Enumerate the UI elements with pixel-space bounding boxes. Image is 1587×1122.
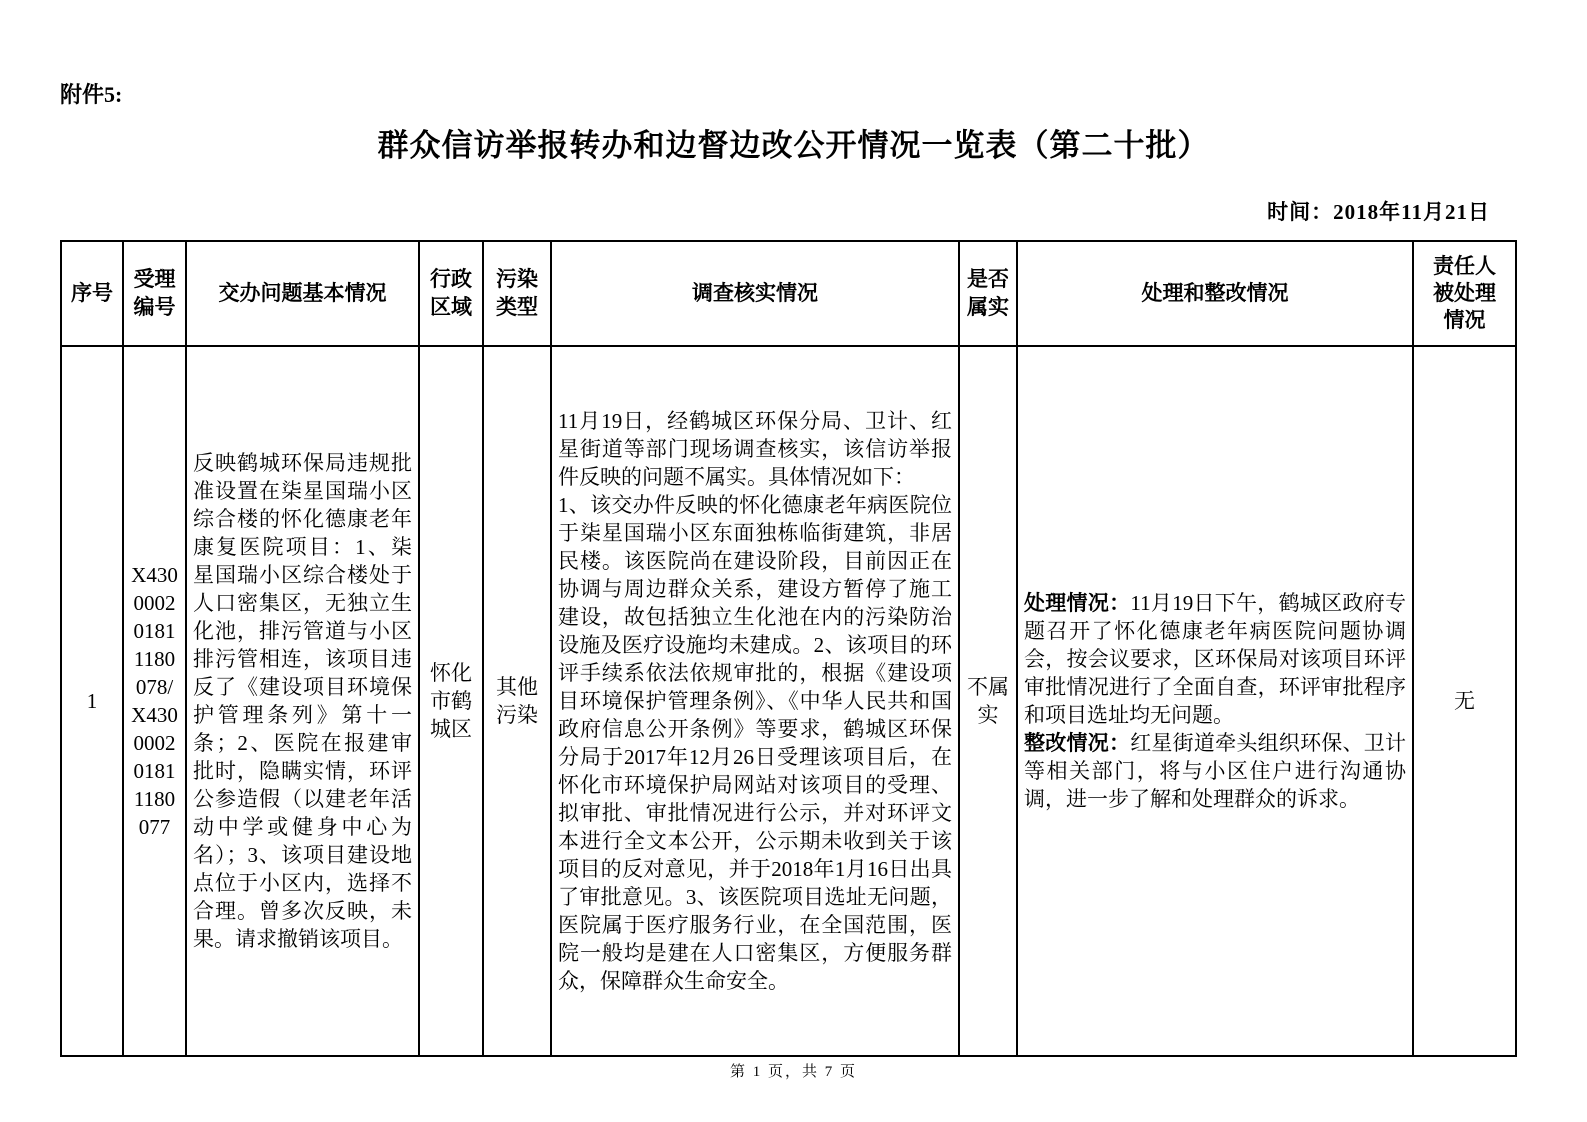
cell-case-id: X430000201811180078/X430000201811180077	[123, 346, 186, 1056]
complaints-table	[60, 240, 1517, 1057]
attachment-label: 附件5:	[60, 82, 123, 107]
date-line: 时间：2018年11月21日	[1267, 200, 1490, 224]
cell-seq: 1	[61, 346, 123, 1056]
cell-responsible: 无	[1413, 346, 1516, 1056]
header-case-id: 受理编号	[123, 241, 186, 346]
cell-is-true: 不属实	[959, 346, 1017, 1056]
header-row	[61, 241, 1516, 346]
header-handling: 处理和整改情况	[1017, 241, 1413, 346]
header-pollution-type: 污染类型	[483, 241, 551, 346]
header-problem: 交办问题基本情况	[186, 241, 419, 346]
rectification-label: 整改情况：	[1024, 731, 1131, 755]
handling-label: 处理情况：	[1024, 591, 1131, 615]
investigation-detail: 1、该交办件反映的怀化德康老年病医院位于柒星国瑞小区东面独栋临街建筑，非居民楼。该医院尚在建设阶段，目前因正在协调与周边群众关系，建设方暂停了施工建设，故包括独立生化池在内的污染防治设施及医疗设施均未建成。2、该项目的环评手续系依法依规审批的，根据《建设项目环境保护管理条例》、《中华人民共和国政府信息公开条例》等要求，鹤城区环保分局于2017年12月26日受理该项目后，在怀化市环境保护局网站对该项目的受理、拟审批、审批情况进行公示，并对环评文本进行全文本公开，公示期未收到关于该项目的反对意见，并于2018年1月16日出具了审批意见。3、该医院项目选址无问题，医院属于医疗服务行业，在全国范围，医院一般均是建在人口密集区，方便服务群众，保障群众生命安全。	[558, 493, 952, 993]
cell-pollution-type: 其他污染	[483, 346, 551, 1056]
investigation-intro: 11月19日，经鹤城区环保分局、卫计、红星街道等部门现场调查核实，该信访举报件反映的问题不属实。具体情况如下：	[558, 409, 952, 489]
page-footer: 第 1 页，共 7 页	[729, 1064, 857, 1080]
header-seq: 序号	[61, 241, 123, 346]
header-responsible-label: 责任人被处理情况	[1433, 253, 1496, 333]
rectification-paragraph	[1024, 729, 1406, 813]
cell-handling	[1017, 346, 1413, 1056]
cell-problem: 反映鹤城环保局违规批准设置在柒星国瑞小区综合楼的怀化德康老年康复医院项目：1、柒星国瑞小区综合楼处于人口密集区，无独立生化池，排污管道与小区排污管相连，该项目违反了《建设项目环境保护管理条列》第十一条；2、医院在报建审批时，隐瞒实情，环评公参造假（以建老年活动中学或健身中心为名）；3、该项目建设地点位于小区内，选择不合理。曾多次反映，未果。请求撤销该项目。	[186, 346, 419, 1056]
header-investigation: 调查核实情况	[551, 241, 959, 346]
header-region: 行政区域	[419, 241, 483, 346]
handling-paragraph	[1024, 589, 1406, 729]
header-is-true: 是否属实	[959, 241, 1017, 346]
table-row	[61, 346, 1516, 1056]
rectification-text: 红星街道牵头组织环保、卫计等相关部门，将与小区住户进行沟通协调，进一步了解和处理群众的诉求。	[1024, 731, 1407, 811]
handling-text: 11月19日下午，鹤城区政府专题召开了怀化德康老年病医院问题协调会，按会议要求，区环保局对该项目环评审批情况进行了全面自查，环评审批程序和项目选址均无问题。	[1024, 591, 1406, 727]
cell-region: 怀化市鹤城区	[419, 346, 483, 1056]
header-responsible	[1413, 241, 1516, 346]
page-title: 群众信访举报转办和边督边改公开情况一览表（第二十批）	[377, 128, 1210, 163]
cell-investigation	[551, 346, 959, 1056]
